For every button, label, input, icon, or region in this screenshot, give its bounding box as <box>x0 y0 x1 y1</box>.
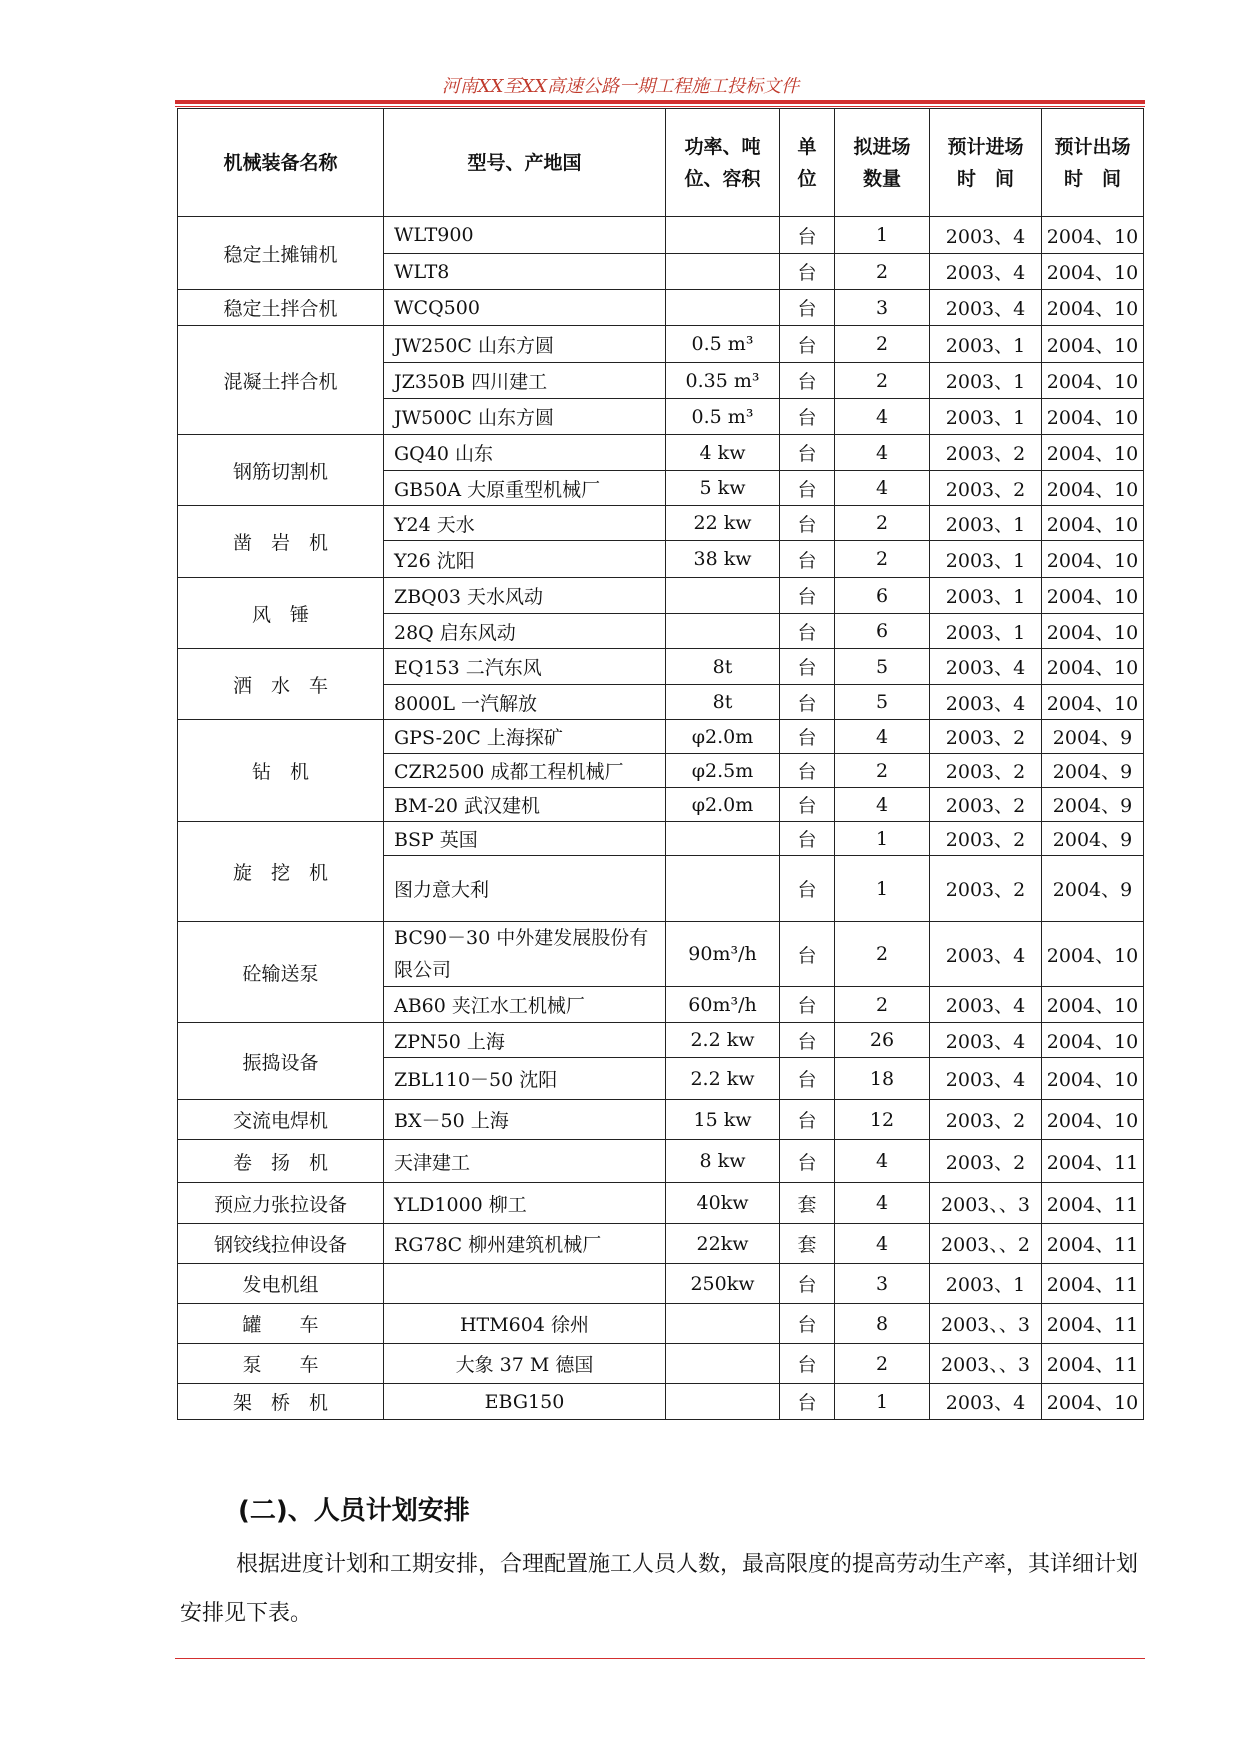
entry-time-cell: 2003、1 <box>930 326 1042 363</box>
power-cell: 0.35 m³ <box>666 363 780 399</box>
model-cell: WLT8 <box>384 254 666 290</box>
entry-time-cell: 2003、1 <box>930 399 1042 435</box>
entry-time-cell: 2003、4 <box>930 685 1042 720</box>
power-cell: 2.2 kw <box>666 1058 780 1100</box>
unit-cell: 台 <box>780 1100 835 1140</box>
entry-time-cell: 2003、、3 <box>930 1344 1042 1384</box>
quantity-cell: 2 <box>835 922 930 987</box>
model-cell: 图力意大利 <box>384 856 666 922</box>
exit-time-cell: 2004、10 <box>1042 363 1144 399</box>
entry-time-cell: 2003、2 <box>930 1100 1042 1140</box>
model-cell: ZBL110－50 沈阳 <box>384 1058 666 1100</box>
equipment-name-cell: 混凝土拌合机 <box>178 326 384 435</box>
equipment-name-cell: 卷 扬 机 <box>178 1140 384 1183</box>
power-cell: 8 kw <box>666 1140 780 1183</box>
header-exit-time: 预计出场 时 间 <box>1042 109 1144 217</box>
entry-time-cell: 2003、2 <box>930 471 1042 506</box>
table-row <box>178 1023 1144 1058</box>
quantity-cell: 4 <box>835 435 930 471</box>
equipment-name-cell: 砼输送泵 <box>178 922 384 1023</box>
equipment-name-cell: 预应力张拉设备 <box>178 1183 384 1224</box>
quantity-cell: 2 <box>835 987 930 1023</box>
equipment-name-cell: 发电机组 <box>178 1264 384 1304</box>
entry-time-cell: 2003、、3 <box>930 1183 1042 1224</box>
exit-time-cell: 2004、10 <box>1042 649 1144 685</box>
model-cell: GPS-20C 上海探矿 <box>384 720 666 754</box>
table-row <box>178 217 1144 254</box>
table-row <box>178 1224 1144 1264</box>
unit-cell: 台 <box>780 399 835 435</box>
table-row <box>178 720 1144 754</box>
power-cell: 22 kw <box>666 506 780 541</box>
unit-cell: 台 <box>780 578 835 614</box>
exit-time-cell: 2004、10 <box>1042 685 1144 720</box>
model-cell: ZPN50 上海 <box>384 1023 666 1058</box>
quantity-cell: 2 <box>835 1344 930 1384</box>
entry-time-cell: 2003、4 <box>930 254 1042 290</box>
quantity-cell: 1 <box>835 856 930 922</box>
unit-cell: 台 <box>780 254 835 290</box>
entry-time-cell: 2003、、2 <box>930 1224 1042 1264</box>
unit-cell: 台 <box>780 506 835 541</box>
power-cell: 250kw <box>666 1264 780 1304</box>
quantity-cell: 1 <box>835 822 930 856</box>
power-cell: φ2.0m <box>666 788 780 822</box>
equipment-name-cell: 凿 岩 机 <box>178 506 384 578</box>
exit-time-cell: 2004、11 <box>1042 1344 1144 1384</box>
equipment-table <box>177 108 1144 1420</box>
equipment-name-cell: 洒 水 车 <box>178 649 384 720</box>
model-cell: RG78C 柳州建筑机械厂 <box>384 1224 666 1264</box>
unit-cell: 台 <box>780 754 835 788</box>
entry-time-cell: 2003、2 <box>930 856 1042 922</box>
unit-cell: 台 <box>780 856 835 922</box>
power-cell <box>666 614 780 649</box>
header-divider <box>175 100 1145 104</box>
model-cell: GB50A 大原重型机械厂 <box>384 471 666 506</box>
power-cell <box>666 822 780 856</box>
model-cell: 8000L 一汽解放 <box>384 685 666 720</box>
model-cell: Y26 沈阳 <box>384 541 666 578</box>
quantity-cell: 3 <box>835 290 930 326</box>
quantity-cell: 8 <box>835 1304 930 1344</box>
unit-cell: 台 <box>780 987 835 1023</box>
unit-cell: 台 <box>780 649 835 685</box>
table-body <box>178 217 1144 1420</box>
unit-cell: 台 <box>780 290 835 326</box>
exit-time-cell: 2004、11 <box>1042 1140 1144 1183</box>
unit-cell: 台 <box>780 217 835 254</box>
power-cell <box>666 856 780 922</box>
entry-time-cell: 2003、2 <box>930 720 1042 754</box>
model-cell: HTM604 徐州 <box>384 1304 666 1344</box>
exit-time-cell: 2004、10 <box>1042 506 1144 541</box>
power-cell: φ2.0m <box>666 720 780 754</box>
quantity-cell: 4 <box>835 1183 930 1224</box>
unit-cell: 套 <box>780 1224 835 1264</box>
unit-cell: 台 <box>780 922 835 987</box>
model-cell: AB60 夹江水工机械厂 <box>384 987 666 1023</box>
table-row <box>178 1183 1144 1224</box>
equipment-name-cell: 钻 机 <box>178 720 384 822</box>
entry-time-cell: 2003、4 <box>930 987 1042 1023</box>
power-cell <box>666 290 780 326</box>
quantity-cell: 4 <box>835 399 930 435</box>
exit-time-cell: 2004、10 <box>1042 1023 1144 1058</box>
power-cell: 38 kw <box>666 541 780 578</box>
equipment-name-cell: 稳定土拌合机 <box>178 290 384 326</box>
table-row <box>178 1140 1144 1183</box>
unit-cell: 台 <box>780 1384 835 1420</box>
power-cell: 40kw <box>666 1183 780 1224</box>
equipment-name-cell: 交流电焊机 <box>178 1100 384 1140</box>
quantity-cell: 4 <box>835 471 930 506</box>
header-quantity: 拟进场 数量 <box>835 109 930 217</box>
entry-time-cell: 2003、2 <box>930 788 1042 822</box>
exit-time-cell: 2004、10 <box>1042 922 1144 987</box>
table-row <box>178 326 1144 363</box>
header-equipment-name: 机械装备名称 <box>178 109 384 217</box>
quantity-cell: 2 <box>835 754 930 788</box>
table-row <box>178 922 1144 987</box>
exit-time-cell: 2004、10 <box>1042 614 1144 649</box>
model-cell: YLD1000 柳工 <box>384 1183 666 1224</box>
power-cell <box>666 1304 780 1344</box>
entry-time-cell: 2003、4 <box>930 649 1042 685</box>
header-unit: 单 位 <box>780 109 835 217</box>
power-cell: 15 kw <box>666 1100 780 1140</box>
entry-time-cell: 2003、1 <box>930 363 1042 399</box>
quantity-cell: 1 <box>835 1384 930 1420</box>
unit-cell: 台 <box>780 1304 835 1344</box>
table-row <box>178 1100 1144 1140</box>
entry-time-cell: 2003、4 <box>930 217 1042 254</box>
exit-time-cell: 2004、10 <box>1042 1384 1144 1420</box>
quantity-cell: 1 <box>835 217 930 254</box>
power-cell: 5 kw <box>666 471 780 506</box>
unit-cell: 台 <box>780 614 835 649</box>
table-row <box>178 506 1144 541</box>
exit-time-cell: 2004、10 <box>1042 541 1144 578</box>
quantity-cell: 4 <box>835 1140 930 1183</box>
power-cell <box>666 254 780 290</box>
unit-cell: 台 <box>780 1140 835 1183</box>
power-cell: φ2.5m <box>666 754 780 788</box>
table-row <box>178 1304 1144 1344</box>
exit-time-cell: 2004、11 <box>1042 1183 1144 1224</box>
unit-cell: 台 <box>780 822 835 856</box>
equipment-name-cell: 钢铰线拉伸设备 <box>178 1224 384 1264</box>
table-row <box>178 1264 1144 1304</box>
entry-time-cell: 2003、2 <box>930 1140 1042 1183</box>
unit-cell: 台 <box>780 720 835 754</box>
equipment-name-cell: 旋 挖 机 <box>178 822 384 922</box>
exit-time-cell: 2004、10 <box>1042 987 1144 1023</box>
exit-time-cell: 2004、10 <box>1042 435 1144 471</box>
equipment-name-cell: 罐 车 <box>178 1304 384 1344</box>
model-cell: BSP 英国 <box>384 822 666 856</box>
table-row <box>178 1344 1144 1384</box>
section-title: (二)、人员计划安排 <box>238 1496 470 1526</box>
power-cell: 8t <box>666 649 780 685</box>
table-row <box>178 435 1144 471</box>
power-cell: 0.5 m³ <box>666 399 780 435</box>
document-header: 河南XX至XX高速公路一期工程施工投标文件 <box>441 76 800 97</box>
exit-time-cell: 2004、11 <box>1042 1264 1144 1304</box>
unit-cell: 台 <box>780 1344 835 1384</box>
exit-time-cell: 2004、10 <box>1042 290 1144 326</box>
power-cell: 2.2 kw <box>666 1023 780 1058</box>
model-cell <box>384 1264 666 1304</box>
unit-cell: 台 <box>780 788 835 822</box>
model-cell: WCQ500 <box>384 290 666 326</box>
power-cell: 22kw <box>666 1224 780 1264</box>
power-cell: 4 kw <box>666 435 780 471</box>
power-cell <box>666 578 780 614</box>
model-cell: ZBQ03 天水风动 <box>384 578 666 614</box>
exit-time-cell: 2004、9 <box>1042 788 1144 822</box>
table-row <box>178 290 1144 326</box>
power-cell <box>666 217 780 254</box>
quantity-cell: 2 <box>835 541 930 578</box>
entry-time-cell: 2003、1 <box>930 541 1042 578</box>
entry-time-cell: 2003、1 <box>930 1264 1042 1304</box>
entry-time-cell: 2003、4 <box>930 1058 1042 1100</box>
model-cell: Y24 天水 <box>384 506 666 541</box>
quantity-cell: 12 <box>835 1100 930 1140</box>
quantity-cell: 4 <box>835 1224 930 1264</box>
exit-time-cell: 2004、9 <box>1042 856 1144 922</box>
entry-time-cell: 2003、2 <box>930 435 1042 471</box>
quantity-cell: 6 <box>835 614 930 649</box>
model-cell: 大象 37 M 德国 <box>384 1344 666 1384</box>
entry-time-cell: 2003、2 <box>930 754 1042 788</box>
model-cell: JW250C 山东方圆 <box>384 326 666 363</box>
power-cell <box>666 1384 780 1420</box>
quantity-cell: 2 <box>835 506 930 541</box>
exit-time-cell: 2004、10 <box>1042 1058 1144 1100</box>
equipment-name-cell: 钢筋切割机 <box>178 435 384 506</box>
exit-time-cell: 2004、10 <box>1042 254 1144 290</box>
quantity-cell: 2 <box>835 326 930 363</box>
exit-time-cell: 2004、10 <box>1042 471 1144 506</box>
model-cell: 28Q 启东风动 <box>384 614 666 649</box>
entry-time-cell: 2003、2 <box>930 822 1042 856</box>
quantity-cell: 2 <box>835 363 930 399</box>
quantity-cell: 18 <box>835 1058 930 1100</box>
model-cell: BC90－30 中外建发展股份有限公司 <box>384 922 666 987</box>
quantity-cell: 2 <box>835 254 930 290</box>
model-cell: CZR2500 成都工程机械厂 <box>384 754 666 788</box>
header-entry-time: 预计进场 时 间 <box>930 109 1042 217</box>
entry-time-cell: 2003、4 <box>930 1384 1042 1420</box>
exit-time-cell: 2004、9 <box>1042 754 1144 788</box>
quantity-cell: 26 <box>835 1023 930 1058</box>
exit-time-cell: 2004、10 <box>1042 399 1144 435</box>
unit-cell: 台 <box>780 435 835 471</box>
quantity-cell: 5 <box>835 649 930 685</box>
equipment-name-cell: 泵 车 <box>178 1344 384 1384</box>
quantity-cell: 5 <box>835 685 930 720</box>
unit-cell: 台 <box>780 541 835 578</box>
exit-time-cell: 2004、11 <box>1042 1304 1144 1344</box>
entry-time-cell: 2003、1 <box>930 506 1042 541</box>
unit-cell: 台 <box>780 1058 835 1100</box>
table-row <box>178 822 1144 856</box>
footer-divider <box>175 1658 1145 1659</box>
equipment-name-cell: 稳定土摊铺机 <box>178 217 384 290</box>
exit-time-cell: 2004、10 <box>1042 1100 1144 1140</box>
exit-time-cell: 2004、9 <box>1042 822 1144 856</box>
quantity-cell: 4 <box>835 788 930 822</box>
model-cell: 天津建工 <box>384 1140 666 1183</box>
equipment-name-cell: 架 桥 机 <box>178 1384 384 1420</box>
exit-time-cell: 2004、11 <box>1042 1224 1144 1264</box>
unit-cell: 套 <box>780 1183 835 1224</box>
entry-time-cell: 2003、4 <box>930 290 1042 326</box>
model-cell: EQ153 二汽东风 <box>384 649 666 685</box>
model-cell: JZ350B 四川建工 <box>384 363 666 399</box>
exit-time-cell: 2004、10 <box>1042 326 1144 363</box>
table-row <box>178 649 1144 685</box>
power-cell <box>666 1344 780 1384</box>
model-cell: BM-20 武汉建机 <box>384 788 666 822</box>
header-divider-thin <box>175 106 1145 107</box>
unit-cell: 台 <box>780 685 835 720</box>
equipment-name-cell: 风 锤 <box>178 578 384 649</box>
entry-time-cell: 2003、1 <box>930 578 1042 614</box>
entry-time-cell: 2003、4 <box>930 922 1042 987</box>
power-cell: 8t <box>666 685 780 720</box>
header-model-origin: 型号、产地国 <box>384 109 666 217</box>
model-cell: WLT900 <box>384 217 666 254</box>
quantity-cell: 3 <box>835 1264 930 1304</box>
exit-time-cell: 2004、10 <box>1042 217 1144 254</box>
table-row <box>178 1384 1144 1420</box>
unit-cell: 台 <box>780 1023 835 1058</box>
model-cell: BX－50 上海 <box>384 1100 666 1140</box>
unit-cell: 台 <box>780 471 835 506</box>
power-cell: 60m³/h <box>666 987 780 1023</box>
table-row <box>178 578 1144 614</box>
model-cell: GQ40 山东 <box>384 435 666 471</box>
header-power: 功率、吨 位、容积 <box>666 109 780 217</box>
quantity-cell: 4 <box>835 720 930 754</box>
entry-time-cell: 2003、、3 <box>930 1304 1042 1344</box>
exit-time-cell: 2004、9 <box>1042 720 1144 754</box>
entry-time-cell: 2003、1 <box>930 614 1042 649</box>
model-cell: EBG150 <box>384 1384 666 1420</box>
entry-time-cell: 2003、4 <box>930 1023 1042 1058</box>
section-paragraph: 根据进度计划和工期安排，合理配置施工人员人数，最高限度的提高劳动生产率，其详细计划安排见下表。 <box>180 1552 1139 1626</box>
unit-cell: 台 <box>780 326 835 363</box>
power-cell: 0.5 m³ <box>666 326 780 363</box>
exit-time-cell: 2004、10 <box>1042 578 1144 614</box>
model-cell: JW500C 山东方圆 <box>384 399 666 435</box>
unit-cell: 台 <box>780 363 835 399</box>
equipment-name-cell: 振捣设备 <box>178 1023 384 1100</box>
unit-cell: 台 <box>780 1264 835 1304</box>
table-header-row <box>178 109 1144 217</box>
quantity-cell: 6 <box>835 578 930 614</box>
power-cell: 90m³/h <box>666 922 780 987</box>
